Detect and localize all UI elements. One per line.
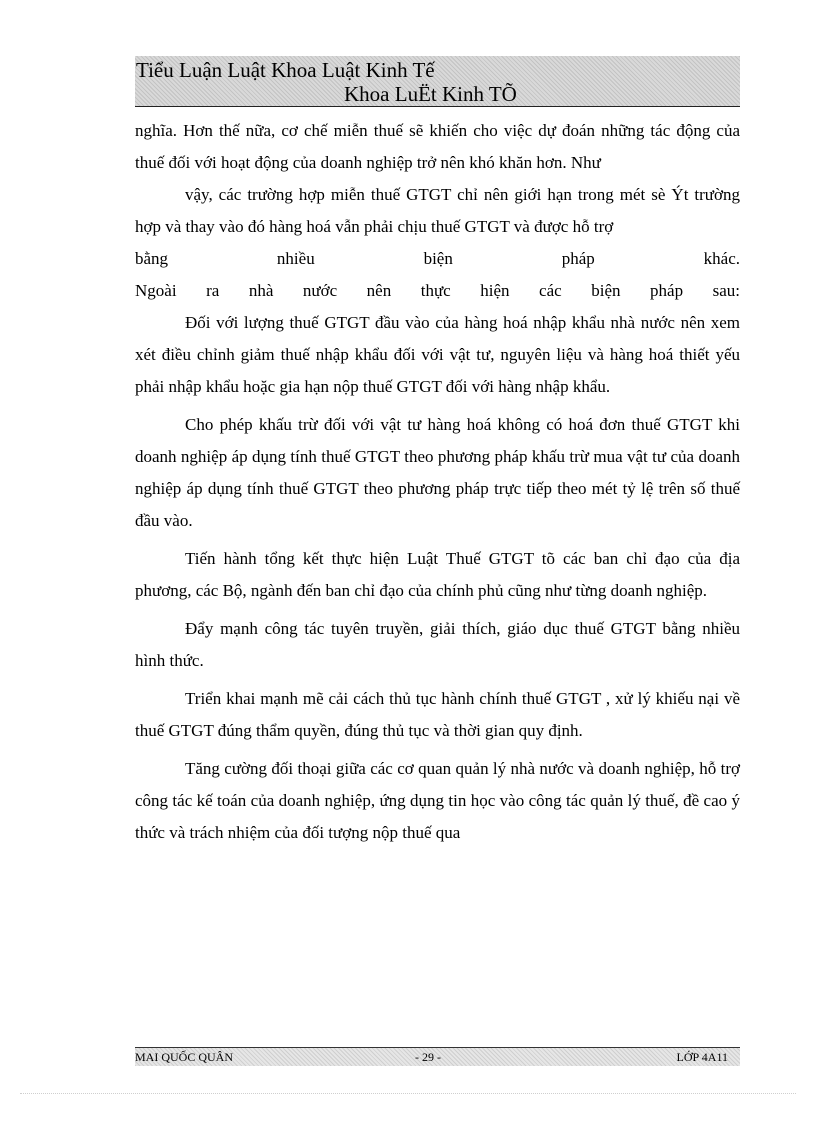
header-subtitle: Khoa LuËt Kinh TÕ (344, 82, 517, 106)
footer-author: MAI QUỐC QUÂN (135, 1050, 233, 1064)
paragraph: Cho phép khấu trừ đối với vật tư hàng hoá không có hoá đơn thuế GTGT khi doanh nghiệp áp dụng tính thuế GTGT theo phương pháp khấu trừ mua vật tư của doanh nghiệp áp dụng tính thuế GTGT theo phương pháp trực tiếp theo mét tỷ lệ trên số thuế đầu vào. (135, 415, 740, 530)
page-number: - 29 - (415, 1050, 441, 1064)
page-footer (135, 1047, 740, 1066)
document-body (135, 115, 740, 849)
paragraph-line: bằng nhiều biện pháp khác. (135, 249, 740, 268)
paragraph: nghĩa. Hơn thế nữa, cơ chế miễn thuế sẽ khiến cho việc dự đoán những tác động của thuế đối với hoạt động của doanh nghiệp trở nên khó khăn hơn. Như (135, 121, 740, 172)
paragraph: Triển khai mạnh mẽ cải cách thủ tục hành chính thuế GTGT , xử lý khiếu nại về thuế GTGT đúng thẩm quyền, đúng thủ tục và thời gian quy định. (135, 689, 740, 740)
header-title: Tiểu Luận Luật Khoa Luật Kinh Tế (136, 58, 435, 82)
page-bottom-divider (20, 1093, 796, 1094)
footer-class: LỚP 4A11 (676, 1050, 728, 1064)
paragraph: Đối với lượng thuế GTGT đầu vào của hàng hoá nhập khẩu nhà nước nên xem xét điều chỉnh giảm thuế nhập khẩu đối với vật tư, nguyên liệu và hàng hoá thiết yếu phải nhập khẩu hoặc gia hạn nộp thuế GTGT đối với hàng nhập khẩu. (135, 313, 740, 396)
paragraph: Tăng cường đối thoại giữa các cơ quan quản lý nhà nước và doanh nghiệp, hỗ trợ công tác kế toán của doanh nghiệp, ứng dụng tin học vào công tác quản lý thuế, đề cao ý thức và trách nhiệm của đối tượng nộp thuế qua (135, 759, 740, 842)
paragraph: Đẩy mạnh công tác tuyên truyền, giải thích, giáo dục thuế GTGT bằng nhiều hình thức. (135, 619, 740, 670)
paragraph-line: Ngoài ra nhà nước nên thực hiện các biện pháp sau: (135, 281, 740, 300)
paragraph: Tiến hành tổng kết thực hiện Luật Thuế GTGT tõ các ban chỉ đạo của địa phương, các Bộ, ngành đến ban chỉ đạo của chính phủ cũng như từng doanh nghiệp. (135, 549, 740, 600)
paragraph: vậy, các trường hợp miễn thuế GTGT chỉ nên giới hạn trong mét sè Ýt trường hợp và thay vào đó hàng hoá vẫn phải chịu thuế GTGT và được hỗ trợ (135, 185, 740, 236)
page-header (135, 56, 740, 107)
